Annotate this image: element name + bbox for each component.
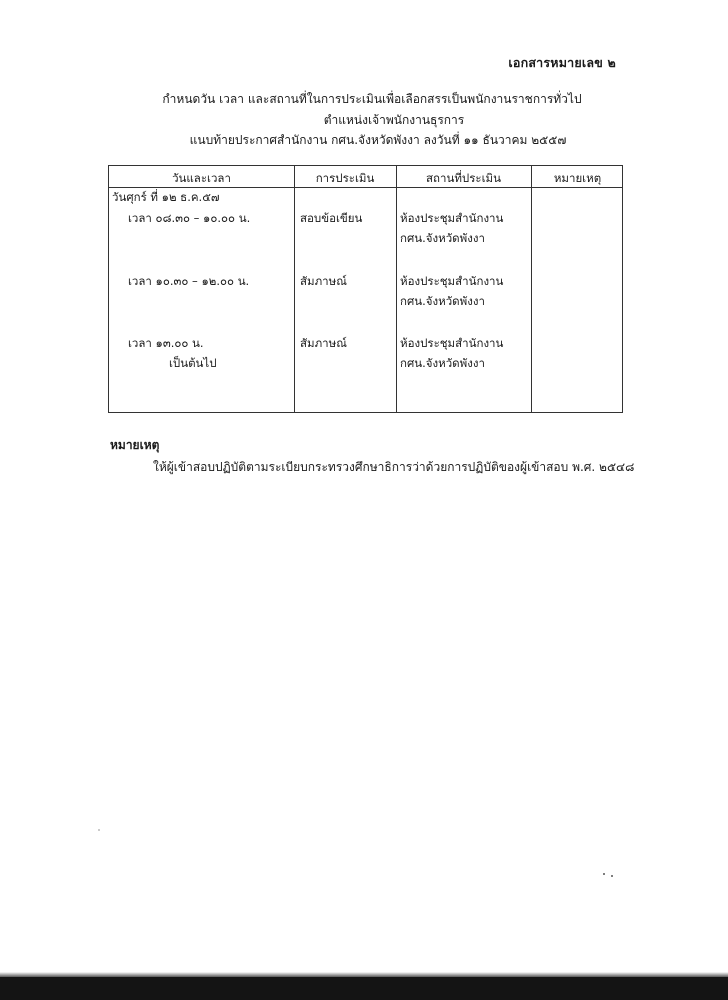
scan-bottom-bar <box>0 977 728 1000</box>
header-location: สถานที่ประเมิน <box>426 171 501 185</box>
document-number: เอกสารหมายเลข ๒ <box>508 55 616 70</box>
heading-line-2: ตำแหน่งเจ้าพนักงานธุรการ <box>323 113 465 127</box>
row-1-time: เวลา ๐๘.๓๐ – ๑๐.๐๐ น. <box>128 211 251 225</box>
row-3-assessment: สัมภาษณ์ <box>300 336 347 350</box>
row-2-assessment: สัมภาษณ์ <box>300 274 347 288</box>
date-label: วันศุกร์ ที่ ๑๒ ธ.ค.๕๗ <box>112 190 220 204</box>
scan-speck <box>98 829 100 831</box>
row-3-location-line-1: ห้องประชุมสำนักงาน <box>400 336 504 350</box>
heading-line-3: แนบท้ายประกาศสำนักงาน กศน.จังหวัดพังงา ลงวันที่ ๑๑ ธันวาคม ๒๕๕๗ <box>189 133 567 147</box>
row-3-time-continued: เป็นต้นไป <box>169 356 217 370</box>
row-2-time: เวลา ๑๐.๓๐ – ๑๒.๐๐ น. <box>128 274 250 288</box>
header-date-time: วันและเวลา <box>172 171 231 185</box>
row-1-location-line-1: ห้องประชุมสำนักงาน <box>400 211 504 225</box>
column-divider <box>531 166 532 412</box>
row-3-time: เวลา ๑๓.๐๐ น. <box>128 336 204 350</box>
row-1-location-line-2: กศน.จังหวัดพังงา <box>400 231 485 245</box>
header-remarks: หมายเหตุ <box>553 171 602 185</box>
scan-speck <box>603 873 605 875</box>
schedule-table <box>108 165 623 413</box>
column-divider <box>396 166 397 412</box>
row-3-location-line-2: กศน.จังหวัดพังงา <box>400 356 485 370</box>
row-2-location-line-1: ห้องประชุมสำนักงาน <box>400 274 504 288</box>
header-assessment: การประเมิน <box>315 171 375 185</box>
scan-speck <box>611 875 613 877</box>
heading-line-1: กำหนดวัน เวลา และสถานที่ในการประเมินเพื่อเลือกสรรเป็นพนักงานราชการทั่วไป <box>162 92 582 106</box>
remarks-text: ให้ผู้เข้าสอบปฏิบัติตามระเบียบกระทรวงศึกษาธิการว่าด้วยการปฏิบัติของผู้เข้าสอบ พ.ศ. ๒๕๔๘ <box>153 460 635 474</box>
row-2-location-line-2: กศน.จังหวัดพังงา <box>400 294 485 308</box>
row-1-assessment: สอบข้อเขียน <box>300 211 363 225</box>
remarks-title: หมายเหตุ <box>110 438 160 452</box>
column-divider <box>294 166 295 412</box>
